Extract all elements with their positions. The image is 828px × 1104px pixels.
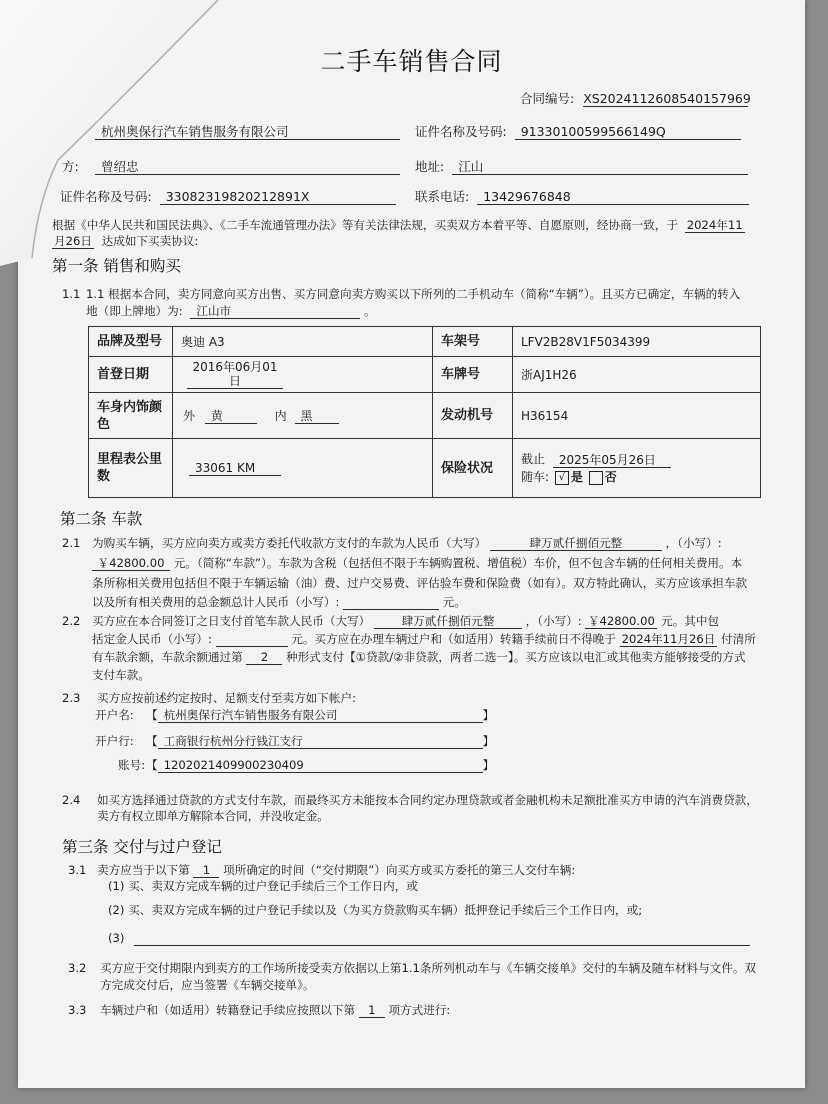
buyer-phone-label: 联系电话:	[415, 189, 470, 204]
insurance-expiry-date: 2025年05月26日	[553, 453, 671, 468]
clause-2-1-line-3: 条所称相关费用包括但不限于车辆运输（油）费、过户交易费、评估验车费和保险费（如有）。双方特此确认，买方应该承担车款	[92, 576, 748, 590]
clause-2-4-line-2: 卖方有权立即单方解除本合同，并没收定金。	[97, 809, 329, 823]
plate-value: 浙AJ1H26	[513, 357, 761, 393]
clause-2-1-amount-words: 肆万贰仟捌佰元整	[490, 536, 662, 551]
vehicle-row-3	[89, 393, 761, 439]
clause-2-2-number: 2.2	[62, 614, 81, 628]
clause-2-1-text-1-end: ，（小写）:	[665, 536, 722, 550]
seller-id-value: 91330100599566149Q	[515, 125, 741, 140]
with-car-no-label: 否	[604, 470, 617, 484]
clause-3-1-text-end: 项所确定的时间（“交付期限”）向买方或买方委托的第三人交付车辆:	[223, 863, 576, 877]
clause-2-1-text-4: 以及所有相关费用的总金额总计人民币（小写）:	[92, 595, 340, 609]
account-number-open-bracket: 【	[146, 758, 158, 772]
clause-2-4-number: 2.4	[62, 793, 81, 807]
reg-date-label: 首登日期	[89, 357, 173, 393]
clause-3-1-option-3-row	[108, 930, 750, 946]
clause-2-2-line-3	[92, 649, 746, 665]
article-1-heading: 第一条 销售和购买	[52, 257, 181, 275]
with-car-row	[521, 468, 752, 486]
clause-3-1-option-3-blank	[134, 932, 750, 946]
buyer-address-row	[415, 159, 748, 175]
clause-2-2-line-1	[92, 613, 719, 629]
clause-2-2-text-2-mid: 元。买方应在办理车辆过户和（如适用）转籍手续前日不得晚于	[291, 632, 616, 646]
mileage-label: 里程表公里数	[89, 439, 173, 498]
clause-2-2-line-2	[92, 631, 756, 647]
buyer-name: 曾绍忠	[95, 160, 400, 175]
contract-number-row	[520, 91, 751, 107]
clause-2-2-text-2-end: 付清所	[721, 632, 756, 646]
clause-3-3-item: 1	[359, 1003, 385, 1018]
buyer-phone-row	[415, 189, 749, 205]
clause-2-1-amount-figure: ￥42800.00	[92, 556, 170, 571]
interior-color: 黑	[295, 409, 339, 424]
clause-2-2-line-4: 支付车款。	[92, 668, 150, 682]
exterior-color: 黄	[205, 409, 257, 424]
reg-date-cell	[173, 357, 433, 393]
account-name-row	[146, 707, 494, 723]
clause-2-2-text-1: 买方应在本合同签订之日支付首笔车款人民币（大写）	[92, 614, 371, 628]
account-number-value: 1202021409900230409	[158, 758, 483, 773]
interior-label: 内	[274, 409, 287, 423]
clause-2-2-amount-words: 肆万贰仟捌佰元整	[374, 614, 522, 629]
seller-id-row	[415, 124, 741, 140]
preamble-date-part-1: 2024年11	[686, 218, 743, 232]
plate-label: 车牌号	[433, 357, 513, 393]
seller-id-label: 证件名称及号码:	[415, 124, 507, 139]
account-name-close-bracket: 】	[482, 708, 495, 722]
buyer-phone: 13429676848	[477, 190, 749, 205]
insurance-label: 保险状况	[433, 439, 513, 498]
clause-2-2-deposit-blank	[216, 633, 288, 647]
clause-1-1-line-1: 1.1 根据本合同，卖方同意向买方出售、买方同意向卖方购买以下所列的二手机动车（简称“车辆”）。且买方已确定，车辆的转入	[86, 287, 741, 301]
account-name-label: 开户名:	[95, 708, 134, 722]
clause-3-1-option-3: (3)	[108, 931, 125, 945]
account-name-open-bracket: 【	[146, 708, 158, 722]
insurance-expiry-row	[521, 450, 752, 468]
color-cell	[173, 393, 433, 439]
contract-number-label: 合同编号:	[520, 91, 575, 106]
clause-3-1-option-2: (2) 买、卖双方完成车辆的过户登记手续以及（为买方贷款购买车辆）抵押登记手续后三个工作日内，或;	[108, 903, 643, 917]
clause-3-1-item: 1	[193, 863, 219, 878]
clause-2-1-text-4-end: 元。	[442, 595, 466, 609]
preamble-text: 根据《中华人民共和国民法典》、《二手车流通管理办法》等有关法律法规，买卖双方本着平等、自愿原则，经协商一致，于	[52, 218, 679, 232]
vehicle-row-4	[89, 439, 761, 498]
mileage-cell	[173, 439, 433, 498]
buyer-id-value: 33082319820212891X	[160, 190, 396, 205]
buyer-address: 江山	[452, 160, 748, 175]
vin-label: 车架号	[433, 327, 513, 357]
folded-paper-overlay	[0, 0, 240, 280]
bank-value: 工商银行杭州分行钱江支行	[158, 734, 483, 749]
clause-2-2-deadline: 2024年11月26日	[621, 632, 716, 646]
engine-value: H36154	[513, 393, 761, 439]
color-label: 车身内饰颜色	[89, 393, 173, 439]
buyer-address-label: 地址:	[415, 159, 445, 174]
account-number-close-bracket: 】	[482, 758, 495, 772]
clause-2-2-text-1-mid: ，（小写）:	[525, 614, 582, 628]
clause-3-1-option-1: (1) 买、卖双方完成车辆的过户登记手续后三个工作日内，或	[108, 879, 418, 893]
preamble-text-end: 达成如下买卖协议:	[101, 234, 199, 248]
clause-2-1-line-1	[92, 535, 722, 551]
brand-value: 奥迪 A3	[173, 327, 433, 357]
bank-label: 开户行:	[95, 734, 134, 748]
clause-2-1-text-1: 为购买车辆，买方应向卖方或卖方委托代收款方支付的车款为人民币（大写）	[92, 536, 487, 550]
vehicle-info-table	[88, 326, 761, 498]
clause-2-2-text-2: 括定金人民币（小写）:	[92, 632, 212, 646]
with-car-label: 随车:	[521, 470, 550, 484]
document-title: 二手车销售合同	[320, 47, 503, 76]
clause-3-3-number: 3.3	[68, 1003, 87, 1017]
vin-value: LFV2B28V1F5034399	[513, 327, 761, 357]
clause-3-3-text-end: 项方式进行:	[388, 1003, 451, 1017]
account-number-label: 账号:	[118, 758, 146, 772]
clause-3-2-line-2: 方完成交付后，应当签署《车辆交接单》。	[100, 978, 315, 992]
clause-2-2-text-1-end: 元。其中包	[661, 614, 720, 628]
clause-2-1-total-blank	[343, 596, 439, 610]
clause-1-1-line-2	[86, 303, 376, 319]
clause-3-3-line-1	[100, 1002, 450, 1018]
clause-1-1-number: 1.1	[62, 287, 81, 301]
reg-date-value: 2016年06月01日	[187, 360, 283, 389]
account-number-row	[146, 757, 494, 773]
exterior-label: 外	[183, 409, 196, 423]
clause-2-3-number: 2.3	[62, 691, 81, 705]
vehicle-row-2	[89, 357, 761, 393]
clause-2-1-line-4	[92, 594, 466, 610]
clause-1-1-end: 。	[364, 304, 376, 318]
clause-3-1-number: 3.1	[68, 863, 87, 877]
with-car-yes-label: 是	[570, 470, 583, 484]
insurance-expiry-label: 截止	[521, 452, 546, 466]
preamble-date-part-2: 月26日	[54, 234, 92, 248]
contract-number-value: XS2024112608540157969	[583, 91, 751, 106]
clause-2-2-text-3: 有车款余额，车款余额通过第	[92, 650, 243, 664]
clause-2-2-text-3-end: 种形式支付【①贷款/②非贷款，两者二选一】。买方应该以电汇或其他卖方能够接受的方式	[286, 650, 746, 664]
clause-1-1-destination-label: 地（即上牌地）为:	[86, 304, 183, 318]
mileage-value: 33061 KM	[189, 461, 281, 476]
seller-name: 杭州奥保行汽车销售服务有限公司	[95, 125, 400, 140]
bank-open-bracket: 【	[146, 734, 158, 748]
engine-label: 发动机号	[433, 393, 513, 439]
vehicle-row-1	[89, 327, 761, 357]
clause-3-3-text: 车辆过户和（如适用）转籍登记手续应按照以下第	[100, 1003, 356, 1017]
buyer-id-label: 证件名称及号码:	[60, 189, 152, 204]
clause-2-1-number: 2.1	[62, 536, 81, 550]
account-name-value: 杭州奥保行汽车销售服务有限公司	[158, 708, 483, 723]
clause-2-4-line-1: 如买方选择通过贷款的方式支付车款，而最终买方未能按本合同约定办理贷款或者金融机构未足额批准买方申请的汽车消费贷款，	[97, 793, 758, 807]
bank-row	[146, 733, 494, 749]
clause-2-3-text: 买方应按前述约定按时、足额支付至卖方如下帐户:	[97, 691, 356, 705]
clause-3-1-line-1	[97, 862, 575, 878]
checkbox-yes-checked-icon: √	[555, 471, 569, 485]
clause-3-1-text: 卖方应当于以下第	[97, 863, 190, 877]
clause-2-2-amount-figure: ￥42800.00	[585, 614, 657, 629]
clause-1-1-destination: 江山市	[190, 304, 360, 319]
clause-3-2-line-1: 买方应于交付期限内到卖方的工作场所接受卖方依据以上第1.1条所列机动车与《车辆交接单》交付的车辆及随车材料与文件。双	[100, 961, 757, 975]
insurance-cell	[513, 439, 761, 498]
bank-close-bracket: 】	[482, 734, 495, 748]
clause-2-1-text-2: 元。（简称“车款”）。车款为含税（包括但不限于车辆购置税、增值税）车价，但不包含车辆的任何相关费用。本	[173, 556, 743, 570]
checkbox-no-empty-icon	[589, 471, 603, 485]
clause-3-2-number: 3.2	[68, 961, 87, 975]
article-3-heading: 第三条 交付与过户登记	[62, 838, 222, 856]
article-2-heading: 第二条 车款	[60, 510, 143, 528]
clause-2-1-line-2	[92, 555, 742, 571]
brand-label: 品牌及型号	[89, 327, 173, 357]
buyer-label: 方:	[62, 159, 79, 174]
clause-2-2-payment-method: 2	[246, 650, 282, 665]
